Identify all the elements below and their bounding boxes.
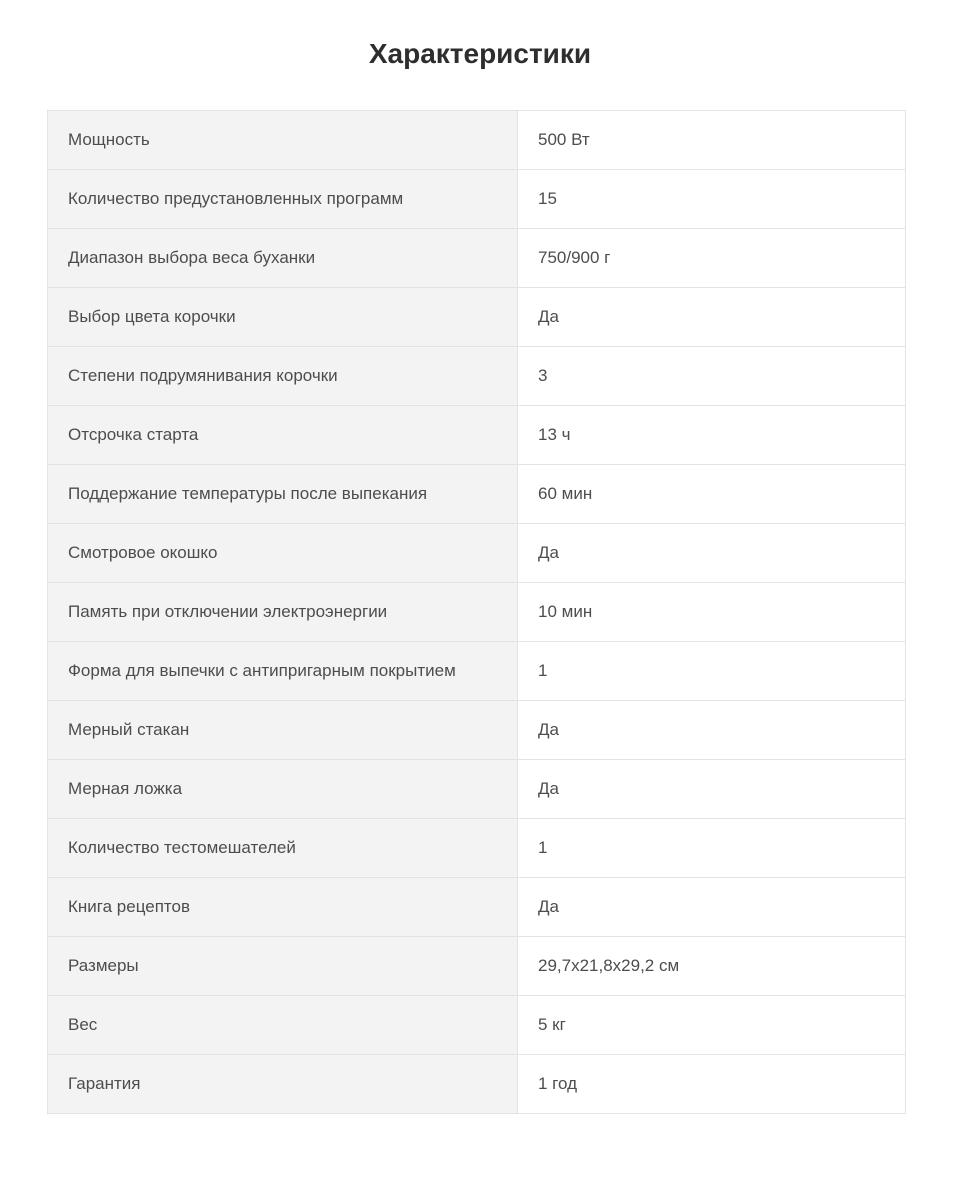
spec-label: Книга рецептов <box>48 878 518 937</box>
spec-value: 750/900 г <box>518 229 906 288</box>
spec-row <box>48 524 906 583</box>
spec-row <box>48 996 906 1055</box>
spec-value: Да <box>518 760 906 819</box>
page-title: Характеристики <box>368 38 592 69</box>
spec-label: Отсрочка старта <box>48 406 518 465</box>
spec-label: Вес <box>48 996 518 1055</box>
spec-value: 500 Вт <box>518 111 906 170</box>
spec-label: Мерная ложка <box>48 760 518 819</box>
spec-value: 10 мин <box>518 583 906 642</box>
spec-label: Гарантия <box>48 1055 518 1114</box>
spec-label: Степени подрумянивания корочки <box>48 347 518 406</box>
spec-label: Количество тестомешателей <box>48 819 518 878</box>
spec-value: 60 мин <box>518 465 906 524</box>
spec-label: Форма для выпечки с антипригарным покрытием <box>48 642 518 701</box>
spec-value: 1 <box>518 819 906 878</box>
spec-row <box>48 760 906 819</box>
spec-row <box>48 937 906 996</box>
spec-value: 13 ч <box>518 406 906 465</box>
spec-row <box>48 111 906 170</box>
spec-row <box>48 701 906 760</box>
spec-value: 15 <box>518 170 906 229</box>
spec-label: Выбор цвета корочки <box>48 288 518 347</box>
spec-label: Поддержание температуры после выпекания <box>48 465 518 524</box>
spec-value: Да <box>518 524 906 583</box>
spec-row <box>48 878 906 937</box>
spec-row <box>48 170 906 229</box>
spec-label: Смотровое окошко <box>48 524 518 583</box>
spec-row <box>48 583 906 642</box>
spec-row <box>48 288 906 347</box>
spec-row <box>48 465 906 524</box>
spec-row <box>48 347 906 406</box>
specs-table-body <box>48 111 906 1114</box>
spec-label: Мерный стакан <box>48 701 518 760</box>
spec-value: 1 <box>518 642 906 701</box>
spec-value: 5 кг <box>518 996 906 1055</box>
spec-value: 1 год <box>518 1055 906 1114</box>
spec-row <box>48 1055 906 1114</box>
spec-label: Количество предустановленных программ <box>48 170 518 229</box>
spec-row <box>48 642 906 701</box>
spec-label: Память при отключении электроэнергии <box>48 583 518 642</box>
spec-value: 29,7x21,8x29,2 см <box>518 937 906 996</box>
spec-value: Да <box>518 701 906 760</box>
spec-value: Да <box>518 288 906 347</box>
spec-row <box>48 229 906 288</box>
specs-table <box>47 110 906 1114</box>
spec-label: Размеры <box>48 937 518 996</box>
spec-row <box>48 406 906 465</box>
spec-value: 3 <box>518 347 906 406</box>
spec-label: Диапазон выбора веса буханки <box>48 229 518 288</box>
spec-row <box>48 819 906 878</box>
spec-value: Да <box>518 878 906 937</box>
spec-label: Мощность <box>48 111 518 170</box>
